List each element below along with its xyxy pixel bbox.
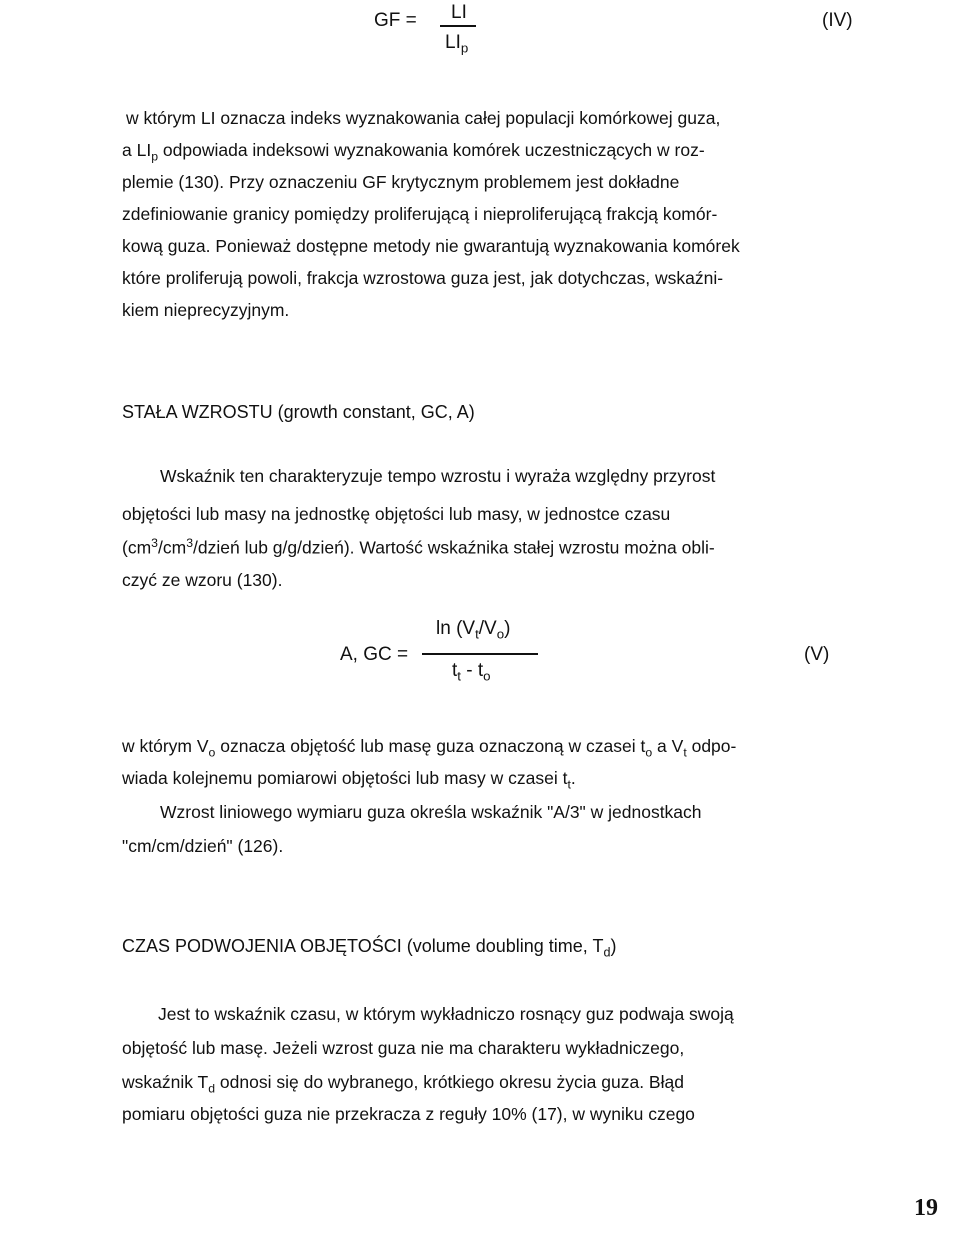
eq5-number: (V) xyxy=(804,644,830,665)
section1-line: Wskaźnik ten charakteryzuje tempo wzrostu i wyraża względny przyrost xyxy=(160,466,716,486)
eq4-fraction-bar xyxy=(440,25,476,27)
para2-line: "cm/cm/dzień" (126). xyxy=(122,836,284,856)
eq4-number: (IV) xyxy=(822,10,853,31)
eq5-lhs: A, GC = xyxy=(340,644,409,665)
eq5-numerator: $\ln (V_t/V_o)$ xyxy=(436,618,511,642)
eq4-denominator: $LI_p$ xyxy=(445,32,469,56)
eq4-numerator: LI xyxy=(451,2,467,23)
para1-line: kową guza. Ponieważ dostępne metody nie gwarantują wyznakowania komórek xyxy=(122,236,740,256)
para1-line: które proliferują powoli, frakcja wzrostowa guza jest, jak dotychczas, wskaźni- xyxy=(122,268,724,288)
section2-line: wskaźnik $T_d$ odnosi się do wybranego, krótkiego okresu życia guza. Błąd xyxy=(122,1072,684,1096)
section1-line: ($cm^3/cm^3$/dzień lub g/g/dzień). Wartość wskaźnika stałej wzrostu można obli- xyxy=(122,536,715,558)
para2-line: Wzrost liniowego wymiaru guza określa wskaźnik "A/3" w jednostkach xyxy=(160,802,702,822)
para2-line: wiada kolejnemu pomiarowi objętości lub masy w czasei $t_t$. xyxy=(122,768,576,792)
para1-line: a $LI_p$ odpowiada indeksowi wyznakowania komórek uczestniczących w roz- xyxy=(122,140,705,164)
section2-line: objętość lub masę. Jeżeli wzrost guza nie ma charakteru wykładniczego, xyxy=(122,1038,685,1058)
eq4-lhs: GF = xyxy=(374,10,417,31)
eq5-fraction-bar xyxy=(422,653,538,655)
section2-line: Jest to wskaźnik czasu, w którym wykładniczo rosnący guz podwaja swoją xyxy=(158,1004,734,1024)
para1-line: plemie (130). Przy oznaczeniu GF krytycznym problemem jest dokładne xyxy=(122,172,680,192)
section-heading-doubling-time: CZAS PODWOJENIA OBJĘTOŚCI (volume doubling time, $T_d$) xyxy=(122,936,617,960)
page-number: 19 xyxy=(914,1195,938,1221)
para1-line: zdefiniowanie granicy pomiędzy proliferującą i nieproliferującą frakcją komór- xyxy=(122,204,718,224)
section1-line: objętości lub masy na jednostkę objętości lub masy, w jednostce czasu xyxy=(122,504,671,524)
para2-line: w którym $V_o$ oznacza objętość lub masę guza oznaczoną w czasei $t_o$ a $V_t$ odpo- xyxy=(122,736,737,760)
equation-v xyxy=(0,610,960,700)
eq5-denominator: $t_t - t_o$ xyxy=(452,660,491,684)
para1-line: kiem nieprecyzyjnym. xyxy=(122,300,290,320)
equation-iv xyxy=(0,0,960,80)
para1-line: w którym LI oznacza indeks wyznakowania całej populacji komórkowej guza, xyxy=(126,108,721,128)
section1-line: czyć ze wzoru (130). xyxy=(122,570,283,590)
section2-line: pomiaru objętości guza nie przekracza z reguły 10% (17), w wyniku czego xyxy=(122,1104,695,1124)
section-heading-growth-constant: STAŁA WZROSTU (growth constant, GC, A) xyxy=(122,402,475,422)
